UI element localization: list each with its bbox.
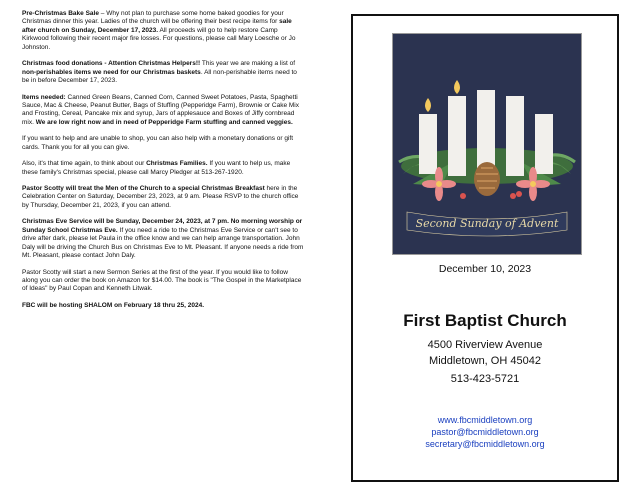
church-name: First Baptist Church [403,311,567,330]
bake-sale-heading: Pre-Christmas Bake Sale [22,10,99,17]
secretary-email-link[interactable]: secretary@fbcmiddletown.org [425,439,545,449]
bulletin-cover [351,14,619,482]
eve-service-paragraph [22,218,304,260]
church-phone: 513-423-5721 [450,373,520,385]
food-donations-text-1: This year we are making a list of [200,60,296,68]
shalom-paragraph [22,302,304,310]
eve-service-text: If you need a ride to the Christmas Eve Service or can't see to drive after dark, please let Paula in the office know and we can help arrange transportation. John Daly will be driving the Church Bus on Christmas Eve to Mt. Pleasant. If anyone needs a ride from Mt. Pleasant, please contact John Daly. [22,226,304,260]
eve-service-bold: Christmas Eve Service will be Sunday, December 24, 2023, at 7 pm. No morning worship or Sunday School Christmas Eve. [22,218,303,234]
candle-1 [419,114,437,174]
address-line-1: 4500 Riverview Avenue [427,339,543,351]
men-breakfast-bold: Pastor Scotty will treat the Men of the Church to a special Christmas Breakfast [22,185,265,192]
pine-cone-icon [474,162,500,196]
website-link[interactable]: www.fbcmiddletown.org [437,415,533,425]
candle-5 [535,114,553,174]
bulletin-announcements [22,10,304,318]
art-caption: Second Sunday of Advent [415,217,559,230]
shalom-bold: FBC will be hosting SHALOM on February 18 thru 25, 2024. [22,301,205,309]
help-shop-paragraph: If you want to help and are unable to shop, you can also help with a monetary donations or gift cards. Thank you for all you can give. [22,135,294,151]
bake-sale-text-2: All proceeds will go to help restore Camp Kirkwood following their recent major fire losses. For questions, please call Mary Loesche or Jo Johnston. [22,26,296,51]
advent-art-svg [393,34,581,254]
items-needed-heading: Items needed: [22,93,66,101]
items-needed-paragraph [22,94,304,128]
sermon-series-paragraph: Pastor Scotty will start a new Sermon Series at the first of the year. If you would like to follow along you can order the book on Amazon for $14.00. The book is "The Gospel in the Marketplace of Ideas" by Paul Copan and Kenneth Litwak. [22,268,302,293]
service-date: December 10, 2023 [438,263,532,275]
men-breakfast-paragraph [22,185,304,210]
items-needed-list: Canned Green Beans, Canned Corn, Canned Sweet Potatoes, Pasta, Spaghetti Sauce, Mac & Cheese, Peanut Butter, Bags of Stuffing (Pepperidge Farm), Brownie or Cake Mix and Frosting, Cereal, Pancake mix and syrup, Jars of applesauce and Boxes of Jiffy cornbread mix. [22,93,299,126]
food-donations-heading: Christmas food donations - Attention Christmas Helpers!! [22,60,201,68]
families-bold: Christmas Families. [146,160,208,168]
food-donations-bold: non-perishables items we need for our Christmas baskets [22,68,201,76]
bake-sale-text-1: – Why not plan to purchase some home baked goodies for your Christmas dinner this year. Ladies of the church will be offering their best recipe items for [22,10,284,26]
advent-candles-illustration [392,33,582,255]
families-text-2: If you want to help us, make these family's Christmas special, please call Marcy Pledger at 513-267-1920. [22,160,291,176]
bake-sale-paragraph [22,10,304,52]
candle-2 [448,96,466,176]
food-donations-text-2: . All non-perishable items need to be in before December 17, 2023. [22,68,297,85]
pastor-email-link[interactable]: pastor@fbcmiddletown.org [431,427,539,437]
christmas-families-paragraph [22,160,304,177]
address-line-2: Middletown, OH 45042 [429,355,541,367]
men-breakfast-text: here in the Celebration Center on Saturday, December 23, 2023, at 9 am. Please RSVP to the church office by Thursday, December 21, 2023, if you can attend. [22,185,299,209]
candle-4 [506,96,524,176]
food-donations-paragraph [22,60,304,85]
families-text-1: Also, it's that time again, to think about our [22,160,147,168]
items-needed-urgent: We are low right now and in need of Pepperidge Farm stuffing and canned veggies. [35,118,293,126]
bake-sale-date: sale after church on Sunday, December 17, 2023. [22,18,292,34]
